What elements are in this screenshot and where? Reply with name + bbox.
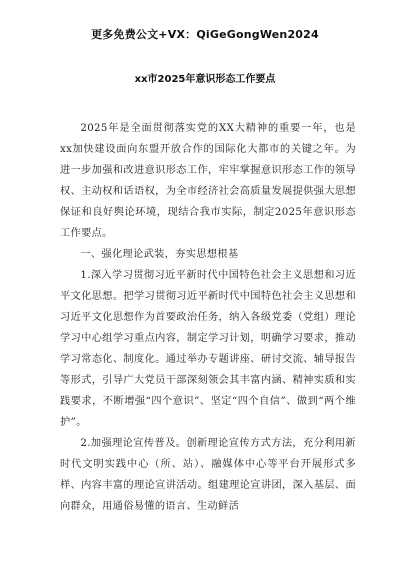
document-body bbox=[60, 118, 356, 517]
document-title: xx市2025年意识形态工作要点 bbox=[134, 74, 276, 85]
section-heading: 一、强化理论武装，夯实思想根基 bbox=[80, 249, 239, 260]
paragraph-item-1: 1.深入学习贯彻习近平新时代中国特色社会主义思想和习近平文化思想。把学习贯彻习近平新时代中国特色社会主义思想和习近平文化思想作为首要政治任务，纳入各级党委（党组）理论学习中心组学习重点内容，制定学习计划，明确学习要求，推动学习常态化、制度化。通过举办专题讲座、研讨交流、辅导报告等形式，引导广大党员干部深刻领会其丰富内涵、精神实质和实践要求，不断增强“四个意识”、坚定“四个自信”、做到“两个维护”。 bbox=[60, 270, 356, 428]
paragraph-item-2: 2.加强理论宣传普及。创新理论宣传方式方法，充分利用新时代文明实践中心（所、站）、融媒体中心等平台开展形式多样、内容丰富的理论宣讲活动。组建理论宣讲团，深入基层、面向群众，用通俗易懂的语言、生动鲜活 bbox=[60, 438, 356, 512]
paragraph-intro: 2025年是全面贯彻落实党的XX大精神的重要一年，也是xx加快建设面向东盟开放合作的国际化大都市的关键之年。为进一步加强和改进意识形态工作，牢牢掌握意识形态工作的领导权、主动权和话语权，为全市经济社会高质量发展提供强大思想保证和良好舆论环境，现结合我市实际，制定2025年意识形态工作要点。 bbox=[60, 123, 356, 239]
header-note: 更多免费公文+VX：QiGeGongWen2024 bbox=[91, 28, 319, 41]
